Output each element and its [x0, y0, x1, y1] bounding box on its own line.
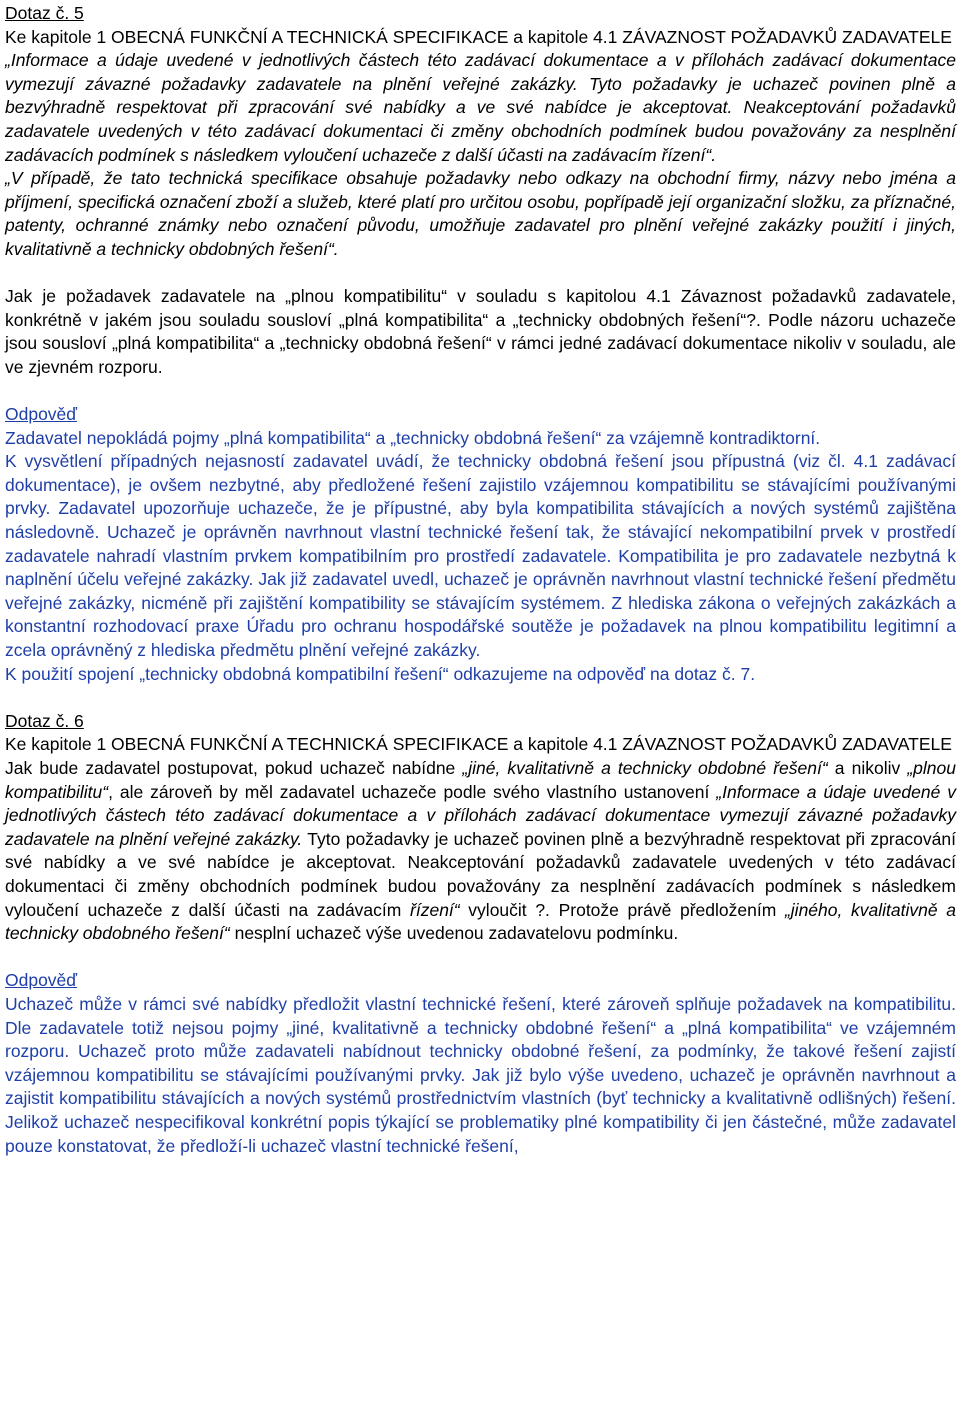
spacer [5, 686, 956, 710]
answer-6 [5, 969, 956, 1158]
question-6-text [5, 757, 956, 946]
q6-text-3: , ale zároveň by měl zadavatel uchazeče podle svého vlastního ustanovení [108, 781, 717, 802]
answer-6-paragraph-1: Uchazeč může v rámci své nabídky předložit vlastní technické řešení, které zároveň splňuje požadavek na kompatibilitu. Dle zadavatele totiž nejsou pojmy „jiné, kvalitativně a technicky obdobné řešení“ a „plná kompatibilita“ ve vzájemném rozporu. Uchazeč proto může zadavateli nabídnout technicky obdobné řešení, za podmínky, že takové řešení zajistí vzájemnou kompatibilitu se stávajícími používanými prvky. Jak již bylo výše uvedeno, uchazeč je oprávněn navrhnout a zajistit kompatibilitu stávajících a nových systémů prostřednictvím vlastních (byť technicky a kvalitativně odlišných) řešení. Jelikož uchazeč nespecifikoval konkrétní popis týkající se problematiky plné kompatibility či jen částečné, může zadavatel pouze konstatovat, že předloží-li uchazeč vlastní technické řešení, [5, 993, 956, 1156]
q6-em-1: „jiné, kvalitativně a technicky obdobné řešení“ [462, 758, 828, 778]
question-6-heading: Ke kapitole 1 OBECNÁ FUNKČNÍ A TECHNICKÁ SPECIFIKACE a kapitole 4.1 ZÁVAZNOST POŽADAVKŮ ZADAVATELE [5, 734, 952, 755]
answer-5-title: Odpověď [5, 404, 78, 425]
answer-5-paragraph-2: K vysvětlení případných nejasností zadavatel uvádí, že technicky obdobná řešení jsou přípustná (viz čl. 4.1 zadávací dokumentace), je ovšem nezbytné, aby předložené řešení zajistilo vzájemnou kompatibilitu se stávajícími používanými prvky. Zadavatel upozorňuje uchazeče, že je přípustné, aby byla kompatibilita stávajících a nových systémů zajištěna následovně. Uchazeč je oprávněn navrhnout vlastní technické řešení tak, že stávající nekompatibilní prvek v prostředí zadavatele nahradí vlastním prvkem kompatibilním pro prostředí zadavatele. Kompatibilita je pro zadavatele nezbytná k naplnění účelu veřejné zakázky. Jak již zadavatel uvedl, uchazeč je oprávněn navrhnout vlastní technické řešení předmětu veřejné zakázky, nicméně při zajištění kompatibility se stávajícím systémem. Z hlediska zákona o veřejných zakázkách a konstantní rozhodovací praxe Úřadu pro ochranu hospodářské soutěže je požadavek na plnou kompatibilitu legitimní a zcela oprávněný z hlediska předmětu plnění veřejné zakázky. [5, 451, 956, 661]
q6-text-2: a nikoliv [827, 758, 908, 778]
answer-5-paragraph-1: Zadavatel nepokládá pojmy „plná kompatibilita“ a „technicky obdobná řešení“ za vzájemně kontradiktorní. [5, 427, 821, 448]
q6-em-4: řízení“ [410, 899, 460, 920]
q6-em-2: „plnou kompatibilitu“ [5, 758, 956, 802]
q6-text-1: Jak bude zadavatel postupovat, pokud uchazeč nabídne [5, 758, 463, 778]
question-6-title: Dotaz č. 6 [5, 710, 84, 731]
spacer [5, 262, 956, 286]
quote-1-text: „Informace a údaje uvedené v jednotlivých částech této zadávací dokumentace a v přílohách zadávací dokumentace vymezují závazné požadavky zadavatele na plnění veřejné zakázky. Tyto požadavky je uchazeč povinen plně a bezvýhradně respektovat při zpracování své nabídky a ve své nabídce je akceptovat. Neakceptování požadavků zadavatele uvedených v této zadávací dokumentaci či změny obchodních podmínek budou považovány za nesplnění zadávacích podmínek s následkem vyloučení uchazeče z další účasti na zadávacím řízení“. [5, 50, 956, 165]
question-5-heading: Ke kapitole 1 OBECNÁ FUNKČNÍ A TECHNICKÁ SPECIFIKACE a kapitole 4.1 ZÁVAZNOST POŽADAVKŮ ZADAVATELE [5, 26, 952, 47]
question-5-quote-2 [5, 167, 956, 261]
answer-5-paragraph-3: K použití spojení „technicky obdobná kompatibilní řešení“ odkazujeme na odpověď na dotaz č. 7. [5, 663, 756, 684]
question-5-title: Dotaz č. 5 [5, 3, 84, 23]
question-5-text: Jak je požadavek zadavatele na „plnou kompatibilitu“ v souladu s kapitolou 4.1 Závaznost požadavků zadavatele, konkrétně v jakém jsou souladu sousloví „plná kompatibilita“ a „technicky obdobných řešení“?. Podle názoru uchazeče jsou sousloví „plná kompatibilita“ a „technicky obdobná řešení“ v rámci jedné zadávací dokumentace nikoliv v souladu, ale ve zjevném rozporu. [5, 286, 956, 377]
quote-2-text: „V případě, že tato technická specifikace obsahuje požadavky nebo odkazy na obchodní firmy, názvy nebo jména a příjmení, specifická označení zboží a služeb, které platí pro určitou osobu, popřípadě její organizační složku, za příznačné, patenty, ochranné známky nebo označení původu, umožňuje zadavatel pro plnění veřejné zakázky použití i jiných, kvalitativně a technicky obdobných řešení“. [5, 168, 956, 259]
q6-text-5: vyloučit ?. Protože právě předložením [459, 899, 785, 920]
spacer [5, 380, 956, 404]
q6-em-5: „jiného, kvalitativně a technicky obdobného řešení“ [5, 899, 956, 944]
question-5-quote-1 [5, 49, 956, 167]
q6-em-3: „Informace a údaje uvedené v jednotlivých částech této zadávací dokumentace a v přílohách zadávací dokumentace vymezují závazné požadavky zadavatele na plnění veřejné zakázky. [5, 781, 956, 849]
answer-6-title: Odpověď [5, 970, 78, 991]
spacer [5, 946, 956, 970]
q6-text-6: nesplní uchazeč výše uvedenou zadavatelovu podmínku. [229, 923, 679, 944]
answer-5 [5, 403, 956, 686]
q6-text-4: Tyto požadavky je uchazeč povinen plně a bezvýhradně respektovat při zpracování své nabídky a ve své nabídce je akceptovat. Neakceptování požadavků zadavatele uvedených v této zadávací dokumentaci či změny obchodních podmínek budou považovány za nesplnění zadávacích podmínek s následkem vyloučení uchazeče z další účasti na zadávacím [5, 828, 956, 920]
